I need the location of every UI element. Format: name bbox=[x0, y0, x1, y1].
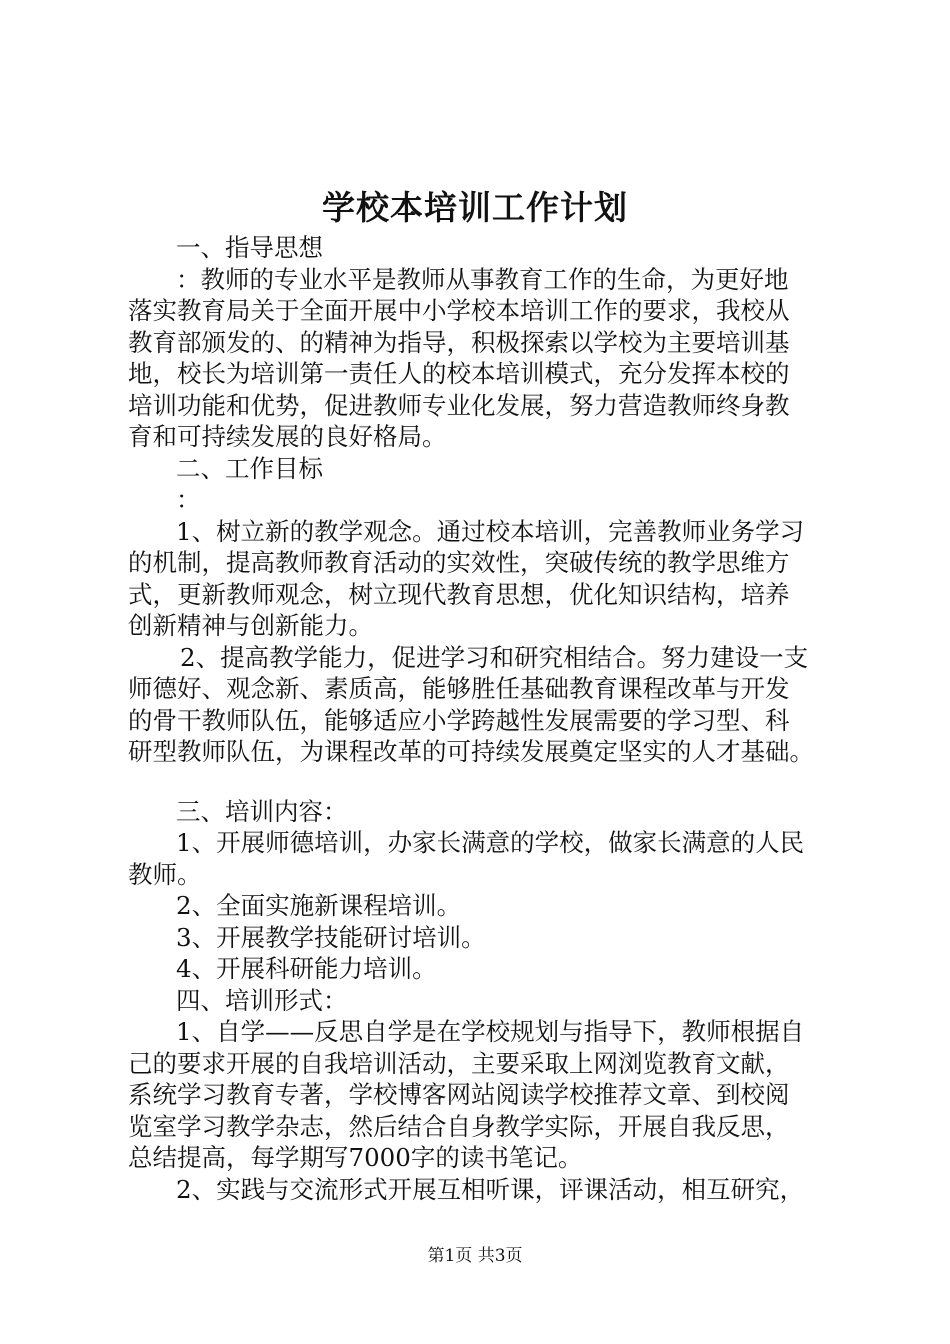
paragraph-line: 总结提高，每学期写7000字的读书笔记。 bbox=[128, 1143, 583, 1172]
list-item: 2、全面实施新课程培训。 bbox=[176, 891, 462, 920]
paragraph-line: 1、树立新的教学观念。通过校本培训，完善教师业务学习 bbox=[176, 516, 805, 546]
paragraph-line: 的机制，提高教师教育活动的实效性，突破传统的教学思维方 bbox=[128, 548, 790, 577]
paragraph-line: 教育部颁发的、的精神为指导，积极探索以学校为主要培训基 bbox=[128, 327, 790, 357]
paragraph-line: ： bbox=[176, 485, 201, 514]
paragraph-line: 己的要求开展的自我培训活动，主要采取上网浏览教育文献， bbox=[128, 1048, 790, 1078]
paragraph-line: 式，更新教师观念，树立现代教育思想，优化知识结构，培养 bbox=[128, 579, 790, 609]
list-item: 4、开展科研能力培训。 bbox=[176, 954, 437, 983]
paragraph-line: 落实教育局关于全面开展中小学校本培训工作的要求，我校从 bbox=[128, 296, 790, 325]
paragraph-line: 览室学习教学杂志，然后结合自身教学实际，开展自我反思， bbox=[128, 1111, 790, 1141]
section-heading: 一、指导思想 bbox=[176, 233, 323, 262]
list-item: 3、开展教学技能研讨培训。 bbox=[176, 922, 486, 952]
paragraph-line: 的骨干教师队伍，能够适应小学跨越性发展需要的学习型、科 bbox=[128, 705, 790, 735]
paragraph-line: 1、开展师德培训，办家长满意的学校，做家长满意的人民 bbox=[176, 828, 805, 857]
document-title: 学校本培训工作计划 bbox=[322, 188, 628, 227]
paragraph-line: 育和可持续发展的良好格局。 bbox=[128, 422, 447, 451]
paragraph-gap bbox=[128, 768, 850, 796]
paragraph-line: 研型教师队伍，为课程改革的可持续发展奠定坚实的人才基础。 bbox=[128, 737, 814, 766]
paragraph-line: 2、实践与交流形式开展互相听课，评课活动，相互研究， bbox=[176, 1174, 805, 1204]
paragraph-line: 创新精神与创新能力。 bbox=[128, 611, 373, 640]
paragraph-line: 师德好、观念新、素质高，能够胜任基础教育课程改革与开发 bbox=[128, 674, 790, 703]
section-heading: 二、工作目标 bbox=[176, 453, 323, 483]
section-heading: 四、培训形式： bbox=[176, 985, 348, 1015]
paragraph-line: ：教师的专业水平是教师从事教育工作的生命，为更好地 bbox=[176, 264, 789, 294]
paragraph-line: 1、自学——反思自学是在学校规划与指导下，教师根据自 bbox=[176, 1017, 805, 1046]
paragraph-line: 系统学习教育专著，学校博客网站阅读学校推荐文章、到校阅 bbox=[128, 1080, 790, 1109]
paragraph-line: 地，校长为培训第一责任人的校本培训模式，充分发挥本校的 bbox=[128, 359, 790, 388]
paragraph-line: 2、提高教学能力，促进学习和研究相结合。努力建设一支 bbox=[180, 642, 809, 672]
paragraph-line: 培训功能和优势，促进教师专业化发展，努力营造教师终身教 bbox=[128, 390, 790, 420]
page-number: 第1页 共3页 bbox=[427, 1246, 523, 1266]
section-heading: 三、培训内容： bbox=[176, 796, 348, 826]
paragraph-line: 教师。 bbox=[128, 859, 202, 889]
document-body bbox=[128, 232, 850, 1205]
